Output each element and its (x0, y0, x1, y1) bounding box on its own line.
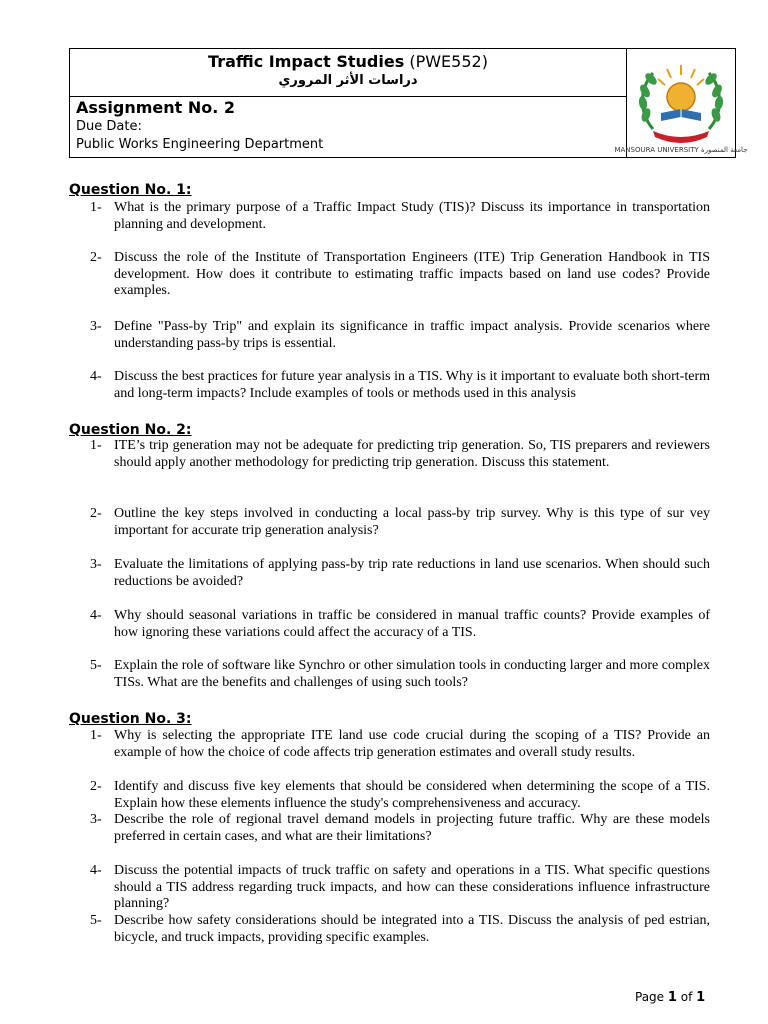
arabic-title: دراسات الأثر المروري (278, 73, 418, 88)
item-number: 2- (90, 506, 102, 521)
course-code: (PWE552) (409, 52, 488, 71)
info-cell (70, 97, 627, 157)
question-2-item-2 (90, 506, 710, 539)
item-text: ITE’s trip generation may not be adequate for predicting trip generation. So, TIS preparers and reviewers should apply another methodology for predicting trip generation. Discuss this statement. (114, 438, 710, 470)
department-name: Public Works Engineering Department (76, 137, 324, 152)
item-text: Discuss the role of the Institute of Transportation Engineers (ITE) Trip Generation Handbook in TIS development. How does it contribute to estimating traffic impacts based on land use codes? Provide examples. (114, 250, 710, 298)
question-3-item-5 (90, 913, 710, 946)
item-number: 1- (90, 728, 102, 743)
item-number: 1- (90, 438, 102, 453)
question-3-item-3 (90, 812, 710, 845)
item-text: Discuss the potential impacts of truck traffic on safety and operations in a TIS. What specific questions should a TIS address regarding truck impacts, and how can these considerations influence infrastructure planning? (114, 863, 710, 911)
item-number: 2- (90, 779, 102, 794)
question-2-item-3 (90, 557, 710, 590)
item-text: Why is selecting the appropriate ITE land use code crucial during the scoping of a TIS? Provide an example of how the choice of code affects trip generation estimates and overall study results. (114, 728, 710, 760)
item-text: What is the primary purpose of a Traffic Impact Study (TIS)? Discuss its importance in transportation planning and development. (114, 200, 710, 232)
item-number: 4- (90, 608, 102, 623)
item-text: Evaluate the limitations of applying pass-by trip rate reductions in land use scenarios. When should such reductions be avoided? (114, 557, 710, 589)
item-number: 3- (90, 812, 102, 827)
item-text: Discuss the best practices for future year analysis in a TIS. Why is it important to evaluate both short-term and long-term impacts? Include examples of tools or methods used in this analysis (114, 369, 710, 401)
university-logo (614, 49, 748, 157)
item-number: 3- (90, 319, 102, 334)
item-text: Describe how safety considerations should be integrated into a TIS. Discuss the analysis of ped estrian, bicycle, and truck impacts, providing specific examples. (114, 913, 710, 945)
assignment-title: Assignment No. 2 (76, 98, 236, 117)
question-1-item-2 (90, 250, 710, 300)
item-number: 3- (90, 557, 102, 572)
item-text: Why should seasonal variations in traffic be considered in manual traffic counts? Provide examples of how ignoring these variations could affect the accuracy of a TIS. (114, 608, 710, 640)
item-text: Define "Pass-by Trip" and explain its significance in traffic impact analysis. Provide scenarios where understanding pass-by trips is essential. (114, 319, 710, 351)
page-label: Page (635, 990, 665, 1004)
item-number: 4- (90, 369, 102, 384)
question-1-item-1 (90, 200, 710, 233)
item-number: 5- (90, 658, 102, 673)
question-3-item-2 (90, 779, 710, 812)
item-text: Describe the role of regional travel demand models in projecting future traffic. Why are these models preferred in certain cases, and what are their limitations? (114, 812, 710, 844)
title-cell (70, 49, 627, 97)
logo-text: MANSOURA UNIVERSITY جامعة المنصورة (614, 146, 748, 154)
due-date-label: Due Date: (76, 119, 142, 134)
page-footer (635, 990, 705, 1005)
question-3-heading: Question No. 3: (69, 711, 192, 727)
page-total: 1 (696, 990, 706, 1005)
item-number: 5- (90, 913, 102, 928)
question-2-item-1 (90, 438, 710, 471)
item-text: Identify and discuss five key elements that should be considered when determining the scope of a TIS. Explain how these elements influence the study's comprehensiveness and accuracy. (114, 779, 710, 811)
header-table (69, 48, 748, 158)
question-1-heading: Question No. 1: (69, 182, 192, 198)
course-title: Traffic Impact Studies (208, 52, 405, 71)
question-1-item-4 (90, 369, 710, 402)
item-text: Explain the role of software like Synchro or other simulation tools in conducting larger and more complex TISs. What are the benefits and challenges of using such tools? (114, 658, 710, 690)
question-2-heading: Question No. 2: (69, 422, 192, 438)
university-logo-icon (614, 51, 748, 155)
item-number: 2- (90, 250, 102, 265)
of-label: of (680, 990, 693, 1004)
question-3-item-1 (90, 728, 710, 761)
item-number: 1- (90, 200, 102, 215)
question-1-item-3 (90, 319, 710, 352)
course-title-line (70, 52, 626, 72)
question-2-item-5 (90, 658, 710, 691)
item-number: 4- (90, 863, 102, 878)
question-2-item-4 (90, 608, 710, 641)
item-text: Outline the key steps involved in conducting a local pass-by trip survey. Why is this type of sur vey important for accurate trip generation analysis? (114, 506, 710, 538)
question-3-item-4 (90, 863, 710, 913)
page-number: 1 (667, 990, 677, 1005)
